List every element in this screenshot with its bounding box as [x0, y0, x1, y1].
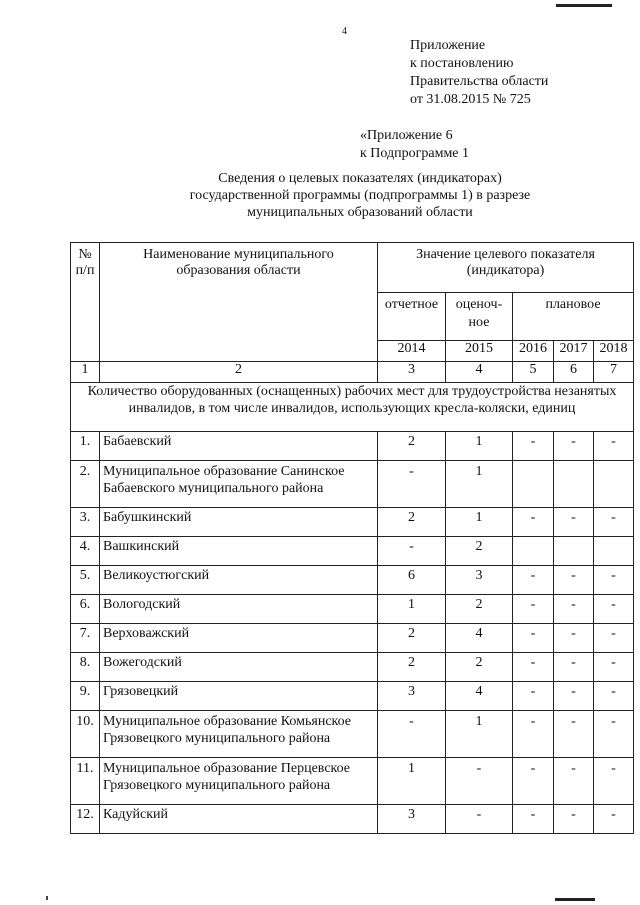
value-2017: -: [554, 711, 594, 758]
year-cell: 2017: [554, 341, 594, 362]
row-name: Вашкинский: [100, 537, 378, 566]
column-number: 5: [513, 362, 554, 383]
value-2016: [513, 537, 554, 566]
column-numbers-row: [71, 362, 634, 383]
value-2017: -: [554, 566, 594, 595]
title-line: государственной программы (подпрограммы 1) в разрезе: [189, 188, 531, 203]
value-2014: -: [378, 461, 446, 508]
table-row: [71, 537, 634, 566]
table-row: [71, 682, 634, 711]
value-2018: -: [594, 595, 634, 624]
value-2015: 2: [446, 595, 513, 624]
row-name: Муниципальное образование Комьянское Грязовецкого муниципального района: [100, 711, 378, 758]
table-row: [71, 805, 634, 834]
row-number: 8.: [71, 653, 100, 682]
value-2018: -: [594, 432, 634, 461]
column-number: 4: [446, 362, 513, 383]
value-2018: -: [594, 682, 634, 711]
row-number: 12.: [71, 805, 100, 834]
value-2015: 1: [446, 432, 513, 461]
table-row: [71, 432, 634, 461]
value-2014: 2: [378, 432, 446, 461]
value-2016: -: [513, 711, 554, 758]
appendix-line: Правительства области: [410, 74, 549, 89]
scan-mark-bottom: [555, 898, 595, 901]
value-2016: [513, 461, 554, 508]
row-number: 9.: [71, 682, 100, 711]
header-planned: плановое: [513, 293, 634, 341]
column-number: 6: [554, 362, 594, 383]
table-row: [71, 624, 634, 653]
section-row: [71, 383, 634, 432]
value-2014: 2: [378, 624, 446, 653]
year-cell: 2014: [378, 341, 446, 362]
header-name: Наименование муниципального образования области: [100, 243, 378, 362]
value-2016: -: [513, 682, 554, 711]
row-name: Бабушкинский: [100, 508, 378, 537]
value-2014: 3: [378, 682, 446, 711]
value-2015: 1: [446, 508, 513, 537]
column-number: 2: [100, 362, 378, 383]
value-2016: -: [513, 566, 554, 595]
row-number: 3.: [71, 508, 100, 537]
table-row: [71, 461, 634, 508]
value-2016: -: [513, 624, 554, 653]
document-title: [150, 170, 570, 221]
value-2018: -: [594, 805, 634, 834]
value-2017: -: [554, 653, 594, 682]
value-2017: -: [554, 508, 594, 537]
value-2018: -: [594, 566, 634, 595]
appendix-header: [410, 37, 548, 109]
value-2015: 1: [446, 711, 513, 758]
appendix-sub-line: «Приложение 6: [360, 128, 453, 143]
scan-dot: [46, 896, 48, 900]
value-2014: 6: [378, 566, 446, 595]
value-2016: -: [513, 758, 554, 805]
value-2015: 4: [446, 682, 513, 711]
row-number: 6.: [71, 595, 100, 624]
row-number: 2.: [71, 461, 100, 508]
table-row: [71, 595, 634, 624]
value-2016: -: [513, 595, 554, 624]
appendix-line: от 31.08.2015 № 725: [410, 92, 531, 107]
row-name: Верховажский: [100, 624, 378, 653]
year-cell: 2018: [594, 341, 634, 362]
value-2015: 4: [446, 624, 513, 653]
value-2014: 1: [378, 758, 446, 805]
value-2018: -: [594, 758, 634, 805]
indicators-table: [70, 242, 634, 834]
row-name: Грязовецкий: [100, 682, 378, 711]
row-number: 7.: [71, 624, 100, 653]
row-number: 10.: [71, 711, 100, 758]
row-number: 1.: [71, 432, 100, 461]
appendix-line: к постановлению: [410, 56, 514, 71]
row-name: Вожегодский: [100, 653, 378, 682]
value-2014: 2: [378, 508, 446, 537]
header-estimated: оценоч-ное: [446, 293, 513, 341]
appendix-subheader: [360, 127, 469, 163]
value-2017: -: [554, 682, 594, 711]
header-reported: отчетное: [378, 293, 446, 341]
value-2016: -: [513, 432, 554, 461]
column-number: 7: [594, 362, 634, 383]
value-2014: 1: [378, 595, 446, 624]
header-value: Значение целевого показателя (индикатора): [378, 243, 634, 293]
year-cell: 2016: [513, 341, 554, 362]
value-2017: [554, 461, 594, 508]
value-2016: -: [513, 805, 554, 834]
row-name: Великоустюгский: [100, 566, 378, 595]
value-2014: 3: [378, 805, 446, 834]
row-name: Вологодский: [100, 595, 378, 624]
appendix-line: Приложение: [410, 38, 486, 53]
table-row: [71, 566, 634, 595]
value-2017: -: [554, 758, 594, 805]
table-row: [71, 653, 634, 682]
header-row-1: [71, 243, 634, 293]
value-2017: -: [554, 432, 594, 461]
value-2018: -: [594, 711, 634, 758]
section-title: Количество оборудованных (оснащенных) рабочих мест для трудоустройства незанятых инвалидов, в том числе инвалидов, использующих кресла-коляски, единиц: [71, 383, 634, 432]
row-name: Муниципальное образование Санинское Бабаевского муниципального района: [100, 461, 378, 508]
row-name: Бабаевский: [100, 432, 378, 461]
value-2017: [554, 537, 594, 566]
value-2018: -: [594, 653, 634, 682]
value-2015: 1: [446, 461, 513, 508]
value-2017: -: [554, 805, 594, 834]
value-2014: 2: [378, 653, 446, 682]
value-2015: 2: [446, 653, 513, 682]
row-number: 11.: [71, 758, 100, 805]
value-2018: [594, 461, 634, 508]
column-number: 3: [378, 362, 446, 383]
year-cell: 2015: [446, 341, 513, 362]
title-line: муниципальных образований области: [247, 205, 473, 220]
value-2014: -: [378, 537, 446, 566]
data-rows: [71, 432, 634, 834]
value-2015: -: [446, 758, 513, 805]
header-no: № п/п: [71, 243, 100, 362]
value-2014: -: [378, 711, 446, 758]
row-number: 5.: [71, 566, 100, 595]
value-2018: -: [594, 508, 634, 537]
value-2015: -: [446, 805, 513, 834]
column-number: 1: [71, 362, 100, 383]
appendix-sub-line: к Подпрограмме 1: [360, 146, 470, 161]
value-2015: 3: [446, 566, 513, 595]
value-2017: -: [554, 624, 594, 653]
row-name: Кадуйский: [100, 805, 378, 834]
scan-mark-top: [556, 4, 612, 7]
title-line: Сведения о целевых показателях (индикаторах): [218, 171, 502, 186]
value-2016: -: [513, 508, 554, 537]
row-number: 4.: [71, 537, 100, 566]
table-row: [71, 711, 634, 758]
value-2018: [594, 537, 634, 566]
value-2015: 2: [446, 537, 513, 566]
page-number: 4: [342, 26, 347, 37]
value-2017: -: [554, 595, 594, 624]
value-2016: -: [513, 653, 554, 682]
table-row: [71, 758, 634, 805]
table-row: [71, 508, 634, 537]
value-2018: -: [594, 624, 634, 653]
row-name: Муниципальное образование Перцевское Грязовецкого муниципального района: [100, 758, 378, 805]
